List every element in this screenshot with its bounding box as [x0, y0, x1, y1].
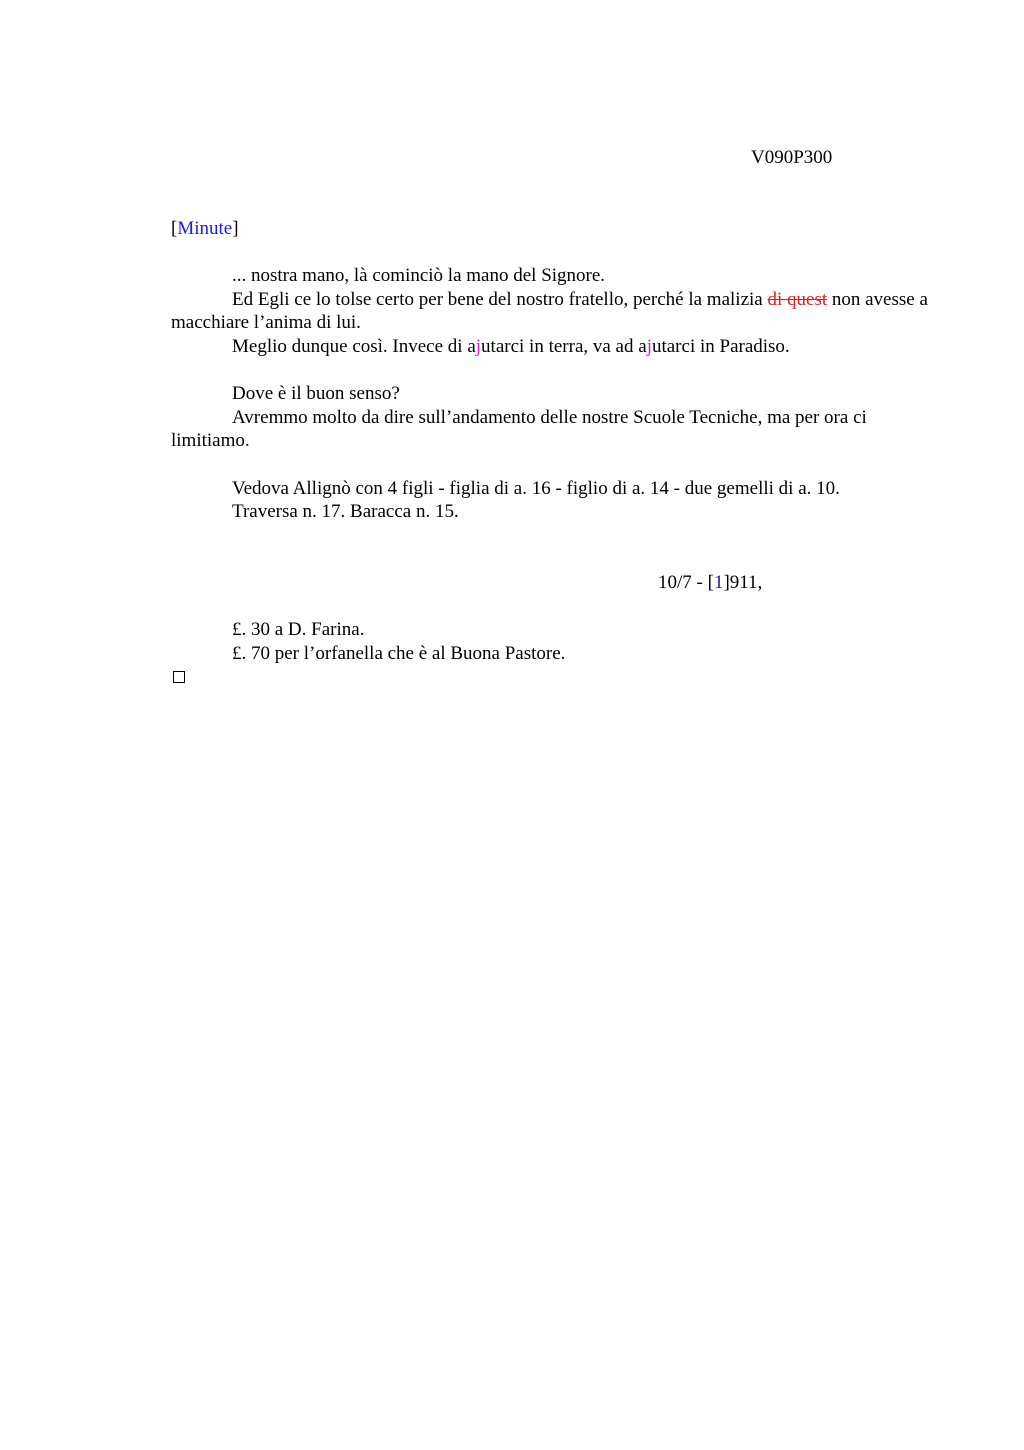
payment-line-2: £. 70 per l’orfanella che è al Buona Pastore. [232, 642, 566, 664]
section-heading [171, 217, 931, 241]
date-suffix: ]911, [723, 571, 763, 593]
document-id: V090P300 [751, 147, 833, 168]
section-title: Minute [177, 218, 233, 239]
document-body [171, 217, 931, 690]
spacer [171, 359, 931, 383]
square-outline-icon [173, 671, 185, 683]
paragraph-5: Avremmo molto da dire sull’andamento delle nostre Scuole Tecniche, ma per ora ci limitiamo. [171, 406, 867, 452]
date-prefix: 10/7 - [ [658, 571, 714, 593]
letter-variant-j: j [646, 335, 652, 357]
paragraph-3-part-b: utarci in terra, va ad a [481, 335, 647, 357]
paragraph-2-text-after: non avesse a macchiare l’anima di lui. [171, 288, 928, 334]
letter-variant-j: j [475, 335, 482, 357]
payment-line-1: £. 30 a D. Farina. [232, 619, 365, 641]
end-marker-row [171, 665, 931, 690]
date-insertion: 1 [713, 571, 724, 593]
spacer [171, 595, 931, 619]
paragraph-3-part-c: utarci in Paradiso. [651, 335, 790, 357]
paragraph-1: ... nostra mano, là cominciò la mano del Signore. [232, 265, 606, 287]
spacer [171, 453, 931, 477]
paragraph-3 [171, 335, 931, 359]
paragraph-3-part-a: Meglio dunque così. Invece di a [232, 335, 476, 357]
paragraph-2-text-before: Ed Egli ce lo tolse certo per bene del nostro fratello, perché la malizia [232, 288, 768, 310]
spacer [171, 241, 931, 265]
paragraph-2 [171, 288, 931, 335]
date-line [171, 571, 931, 595]
spacer [171, 524, 931, 571]
deleted-text: di quest [767, 288, 828, 310]
bracket-open: [ [171, 218, 178, 239]
bracket-close: ] [232, 218, 239, 239]
paragraph-6: Vedova Allignò con 4 figli - figlia di a. 16 - figlio di a. 14 - due gemelli di a. 10. [232, 477, 840, 499]
paragraph-4: Dove è il buon senso? [232, 383, 400, 405]
paragraph-7: Traversa n. 17. Baracca n. 15. [232, 501, 459, 523]
